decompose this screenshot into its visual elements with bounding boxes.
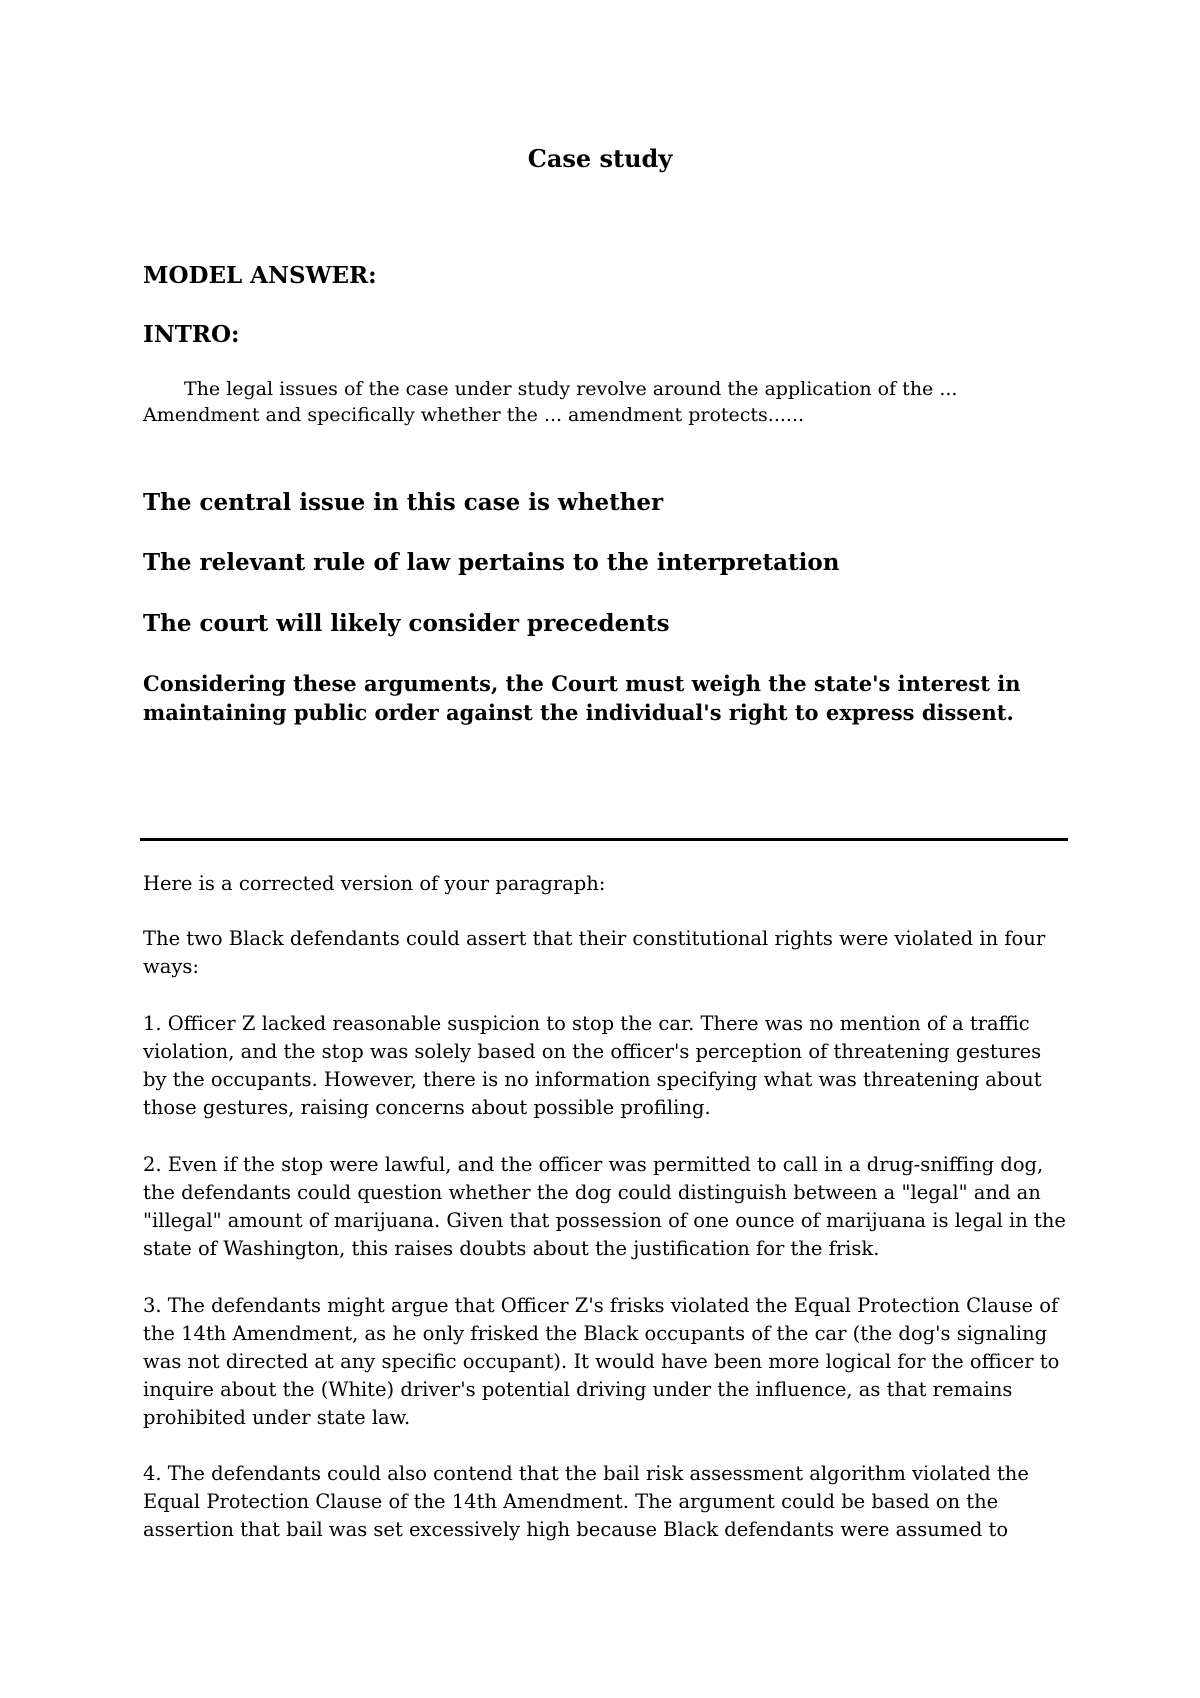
body-paragraph: 3. The defendants might argue that Officer Z's frisks violated the Equal Protection Clause of the 14th Amendment, as he only frisked the Black occupants of the car (the dog's signaling was not directed at any specific occupant). It would have been more logical for the officer to inquire about the (White) driver's potential driving under the influence, as that remains prohibited under state law.	[143, 1294, 1060, 1429]
corrected-version-intro: Here is a corrected version of your paragraph:	[143, 872, 606, 895]
intro-paragraph: The legal issues of the case under study revolve around the application of the ... Amendment and specifically whether the ... amendment protects......	[143, 378, 958, 426]
body-paragraph: 4. The defendants could also contend that the bail risk assessment algorithm violated the Equal Protection Clause of the 14th Amendment. The argument could be based on the assertion that bail was set excessively high because Black defendants were assumed to	[143, 1462, 1029, 1541]
horizontal-divider	[140, 838, 1068, 841]
document-title: Case study	[527, 144, 673, 173]
body-paragraph: The two Black defendants could assert that their constitutional rights were violated in four ways:	[143, 927, 1046, 978]
conclusion-paragraph: Considering these arguments, the Court must weigh the state's interest in maintaining public order against the individual's right to express dissent.	[143, 671, 1021, 725]
body-paragraph: 2. Even if the stop were lawful, and the officer was permitted to call in a drug-sniffing dog, the defendants could question whether the dog could distinguish between a "legal" and an "illegal" amount of marijuana. Given that possession of one ounce of marijuana is legal in the state of Washington, this raises doubts about the justification for the frisk.	[143, 1153, 1066, 1260]
precedents-line: The court will likely consider precedents	[143, 610, 670, 637]
body-paragraph: 1. Officer Z lacked reasonable suspicion to stop the car. There was no mention of a traffic violation, and the stop was solely based on the officer's perception of threatening gestures by the occupants. However, there is no information specifying what was threatening about those gestures, raising concerns about possible profiling.	[143, 1012, 1042, 1119]
central-issue-line: The central issue in this case is whether	[143, 489, 664, 516]
intro-heading: INTRO:	[143, 321, 240, 348]
model-answer-heading: MODEL ANSWER:	[143, 262, 377, 289]
rule-of-law-line: The relevant rule of law pertains to the interpretation	[143, 549, 840, 576]
